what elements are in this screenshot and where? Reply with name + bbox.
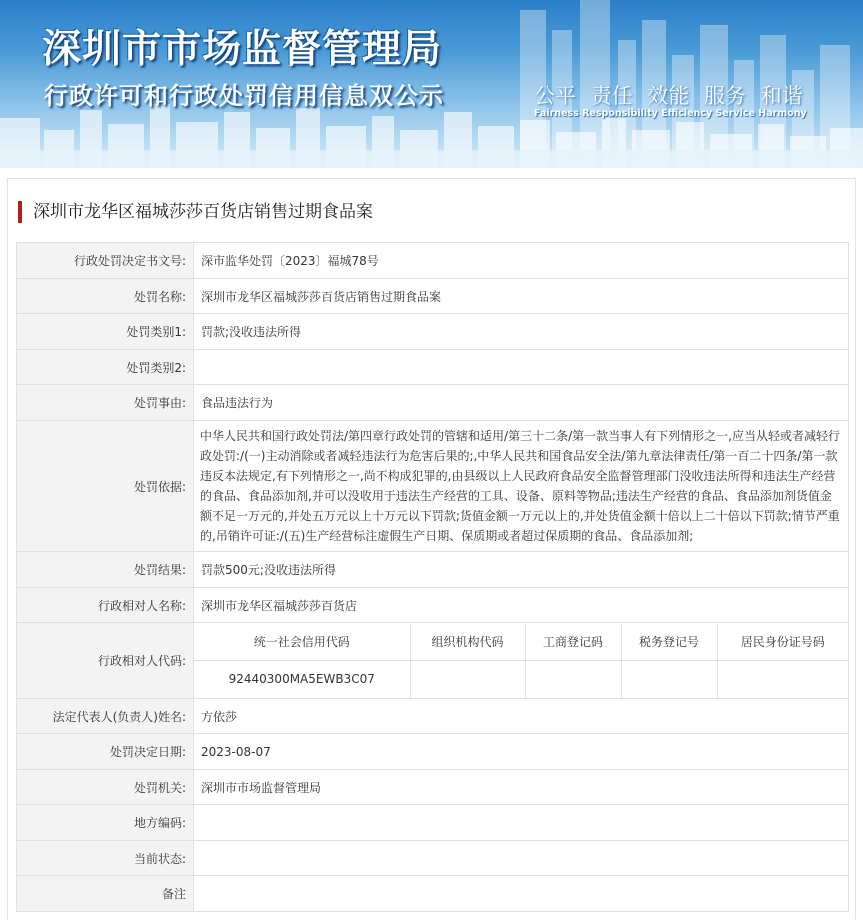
party-code-value-row — [194, 661, 848, 698]
category1-value: 罚款;没收违法所得 — [194, 314, 849, 350]
table-row — [17, 552, 849, 588]
party-name-label: 行政相对人名称: — [17, 588, 194, 623]
site-title: 深圳市市场监督管理局 — [42, 27, 443, 72]
case-title: 深圳市龙华区福城莎莎百货店销售过期食品案 — [18, 201, 373, 223]
party-name-value: 深圳市龙华区福城莎莎百货店 — [194, 588, 849, 623]
table-row — [17, 734, 849, 770]
remarks-value — [194, 876, 849, 912]
tax-reg-header: 税务登记号 — [621, 624, 717, 661]
table-row — [17, 699, 849, 734]
tax-reg-value — [621, 661, 717, 698]
remarks-label: 备注 — [17, 876, 194, 912]
table-row — [17, 588, 849, 623]
reason-value: 食品违法行为 — [194, 385, 849, 421]
table-row — [17, 770, 849, 805]
party-code-label: 行政相对人代码: — [17, 623, 194, 699]
reason-label: 处罚事由: — [17, 385, 194, 421]
category2-value — [194, 350, 849, 385]
region-code-value — [194, 805, 849, 841]
id-card-header: 居民身份证号码 — [717, 624, 848, 661]
status-value — [194, 841, 849, 876]
id-card-value — [717, 661, 848, 698]
party-code-table — [194, 624, 848, 698]
header-banner — [0, 0, 863, 168]
authority-value: 深圳市市场监督管理局 — [194, 770, 849, 805]
table-row — [17, 243, 849, 279]
case-info-table — [16, 242, 849, 912]
org-code-value — [410, 661, 525, 698]
table-row — [17, 279, 849, 314]
result-label: 处罚结果: — [17, 552, 194, 588]
penalty-name-value: 深圳市龙华区福城莎莎百货店销售过期食品案 — [194, 279, 849, 314]
credit-code-value: 92440300MA5EWB3C07 — [194, 661, 410, 698]
business-reg-value — [525, 661, 621, 698]
table-row — [17, 623, 849, 699]
doc-no-label: 行政处罚决定书文号: — [17, 243, 194, 279]
table-row — [17, 841, 849, 876]
business-reg-header: 工商登记码 — [525, 624, 621, 661]
doc-no-value: 深市监华处罚〔2023〕福城78号 — [194, 243, 849, 279]
basis-label: 处罚依据: — [17, 421, 194, 552]
org-code-header: 组织机构代码 — [410, 624, 525, 661]
category2-label: 处罚类别2: — [17, 350, 194, 385]
legal-rep-value: 方依莎 — [194, 699, 849, 734]
legal-rep-label: 法定代表人(负责人)姓名: — [17, 699, 194, 734]
slogan-english: Fairness Responsibility Efficiency Service Harmony — [534, 108, 807, 119]
penalty-name-label: 处罚名称: — [17, 279, 194, 314]
decision-date-value: 2023-08-07 — [194, 734, 849, 770]
status-label: 当前状态: — [17, 841, 194, 876]
table-row — [17, 876, 849, 912]
basis-value: 中华人民共和国行政处罚法/第四章行政处罚的管辖和适用/第三十二条/第一款当事人有下列情形之一,应当从轻或者减轻行政处罚:/(一)主动消除或者减轻违法行为危害后果的;,中华人民共和国食品安全法/第九章法律责任/第一百二十四条/第一款违反本法规定,有下列情形之一,尚不构成犯罪的,由县级以上人民政府食品安全监督管理部门没收违法所得和违法生产经营的食品、食品添加剂,并可以没收用于违法生产经营的工具、设备、原料等物品;违法生产经营的食品、食品添加剂货值金额不足一万元的,并处五万元以上十万元以下罚款;货值金额一万元以上的,并处货值金额十倍以上二十倍以下罚款;情节严重的,吊销许可证:/(五)生产经营标注虚假生产日期、保质期或者超过保质期的食品、食品添加剂; — [194, 421, 849, 552]
table-row — [17, 314, 849, 350]
table-row — [17, 385, 849, 421]
table-row — [17, 421, 849, 552]
case-detail-panel — [7, 178, 856, 920]
party-code-cell — [194, 623, 849, 699]
authority-label: 处罚机关: — [17, 770, 194, 805]
category1-label: 处罚类别1: — [17, 314, 194, 350]
region-code-label: 地方编码: — [17, 805, 194, 841]
site-subtitle: 行政许可和行政处罚信用信息双公示 — [44, 82, 444, 110]
table-row — [17, 805, 849, 841]
credit-code-header: 统一社会信用代码 — [194, 624, 410, 661]
party-code-header-row — [194, 624, 848, 661]
result-value: 罚款500元;没收违法所得 — [194, 552, 849, 588]
decision-date-label: 处罚决定日期: — [17, 734, 194, 770]
slogan-chinese: 公平 责任 效能 服务 和谐 — [534, 84, 803, 108]
table-row — [17, 350, 849, 385]
